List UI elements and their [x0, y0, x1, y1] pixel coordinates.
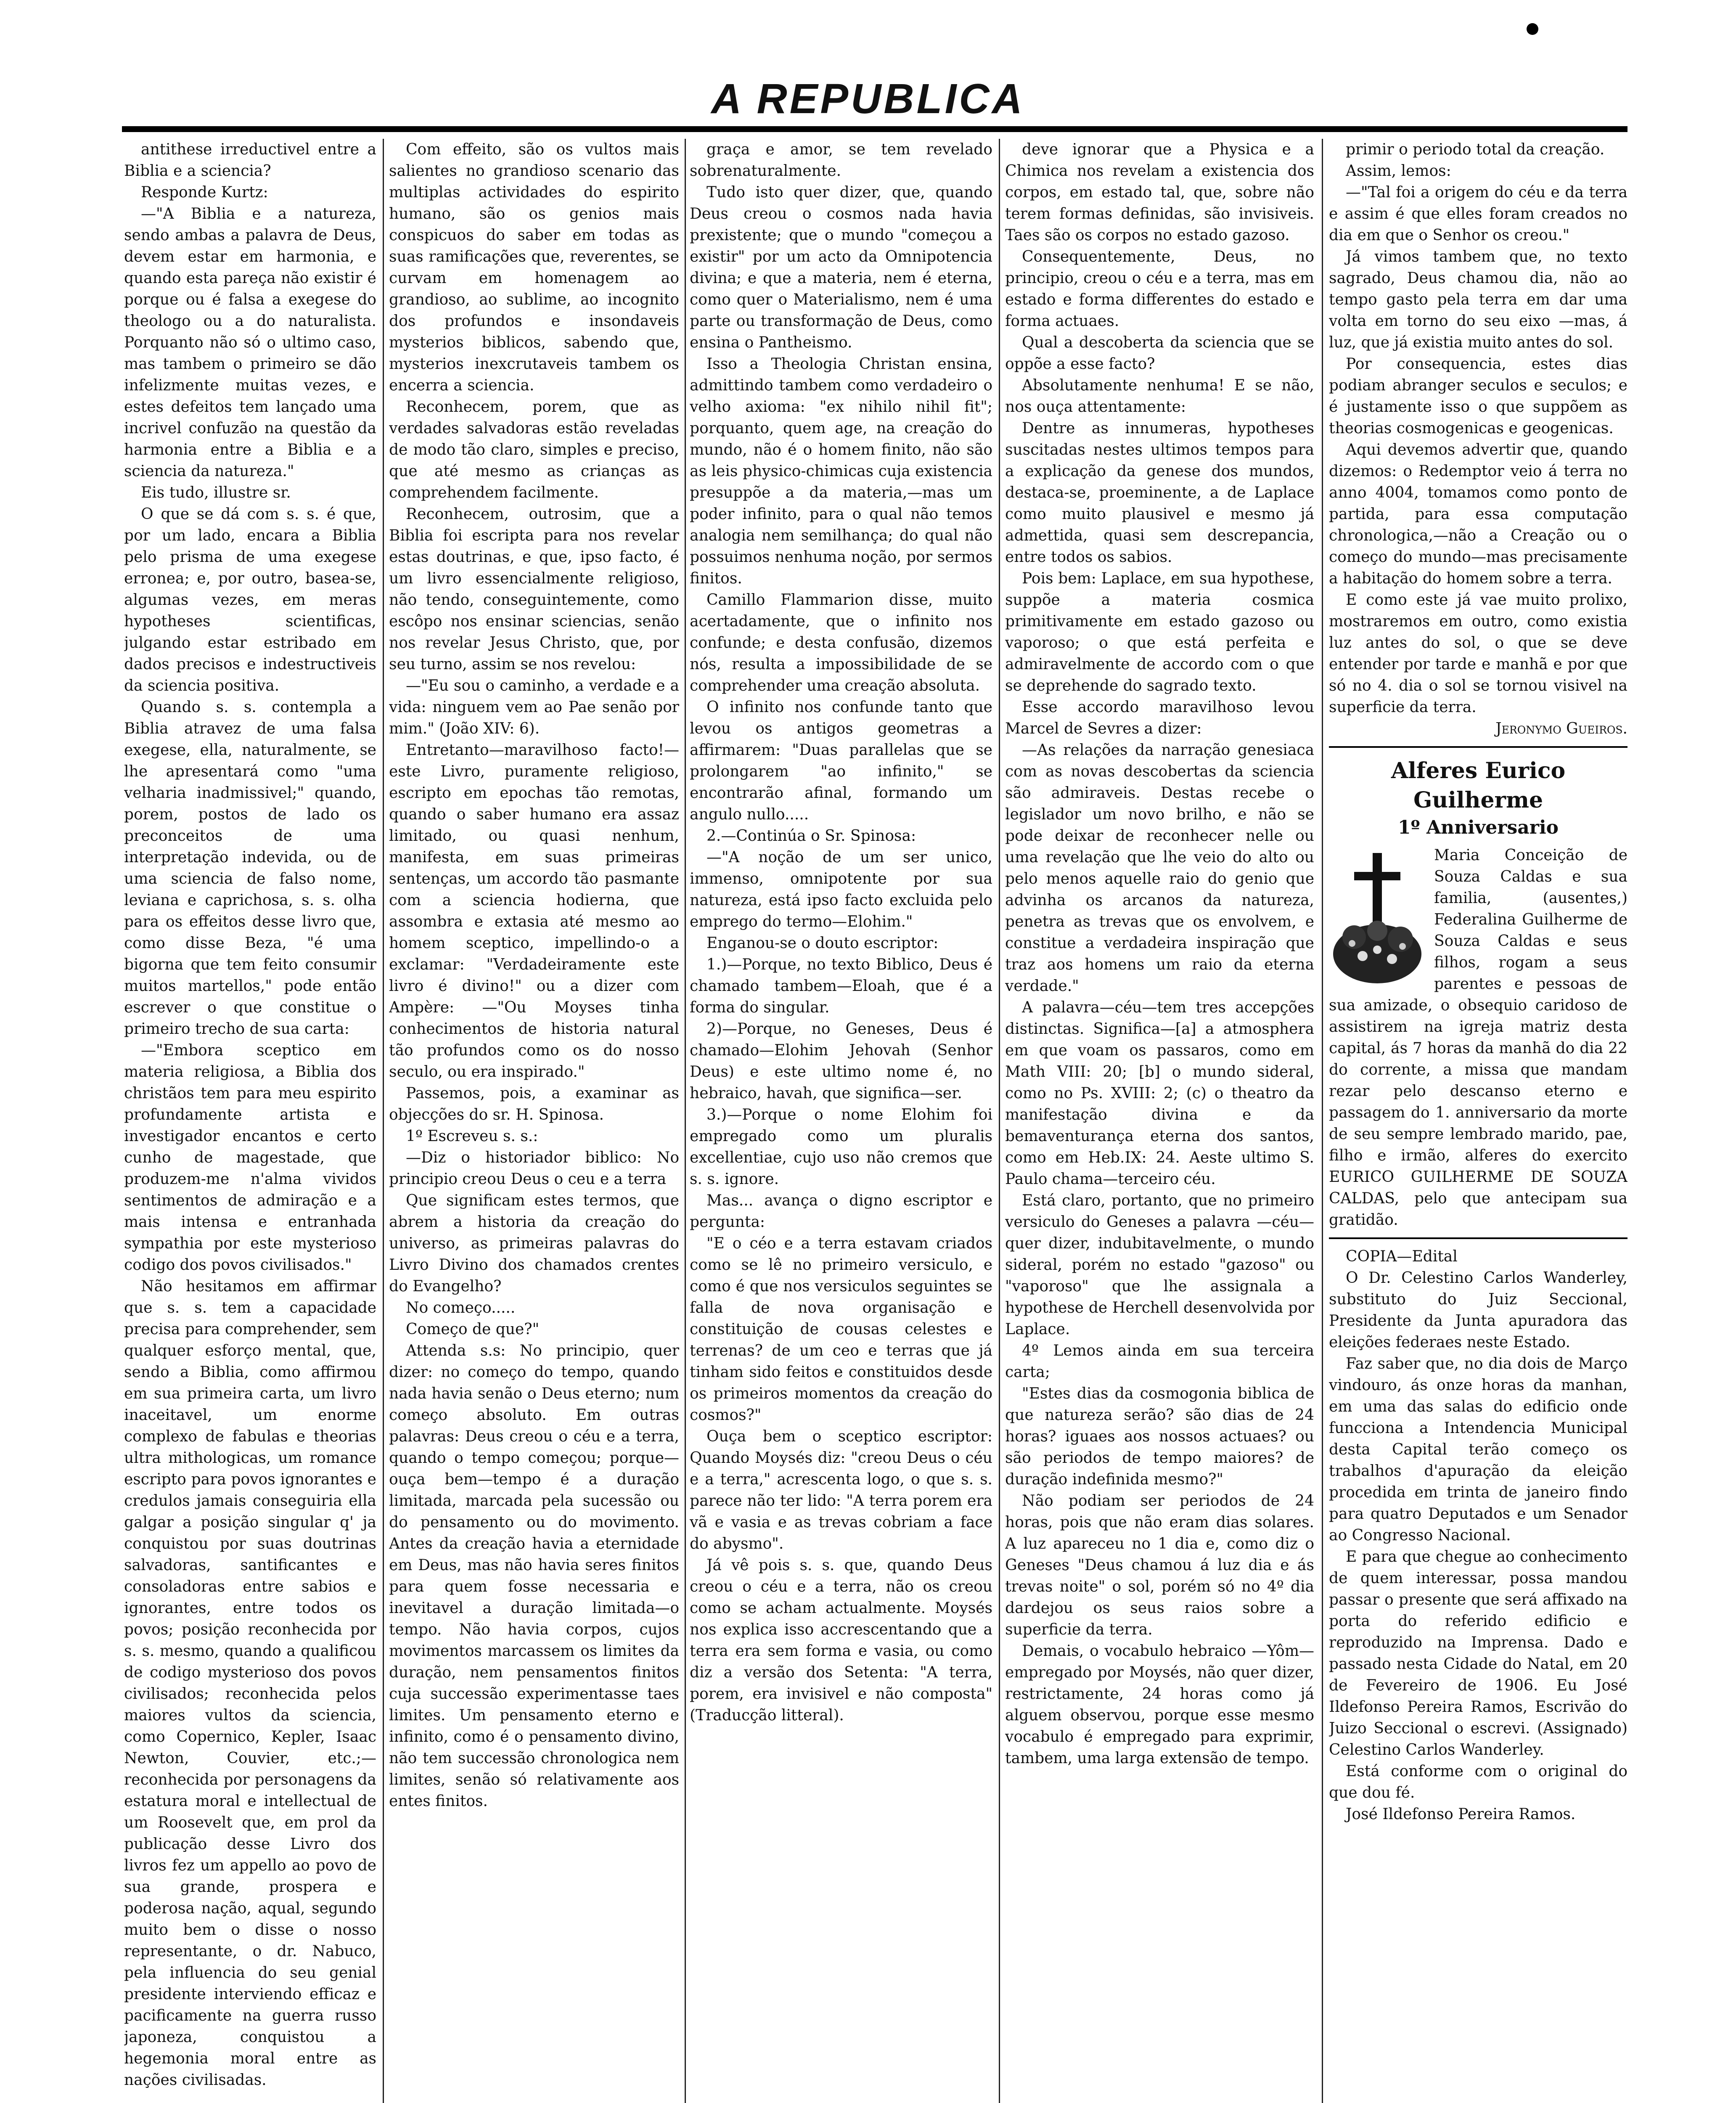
article-paragraph: Enganou-se o douto escriptor:: [707, 935, 939, 952]
article-paragraph: Não podiam ser periodos de 24 horas, pois que não eram dias solares. A luz apareceu no 1 dia e, como diz o Geneses "Deus chamou á luz dia e ás trevas noite" o sol, porém só no 4º dia dardejou os seus raios sobre a superficie da terra.: [1005, 1492, 1314, 1638]
article-paragraph: Assim, lemos:: [1346, 162, 1451, 180]
column-divider: [1322, 139, 1323, 2103]
article-paragraph: 4º Lemos ainda em sua terceira carta;: [1005, 1342, 1314, 1381]
notice-subtitle: 1º Anniversario: [1397, 817, 1559, 838]
notice-body: Maria Conceição de Souza Caldas e sua familia, (ausentes,) Federalina Guilherme de Souza Caldas e seus filhos, rogam a seus parentes e pessoas de sua amizade, o obsequio caridoso de assistirem na igreja matriz desta capital, ás 7 horas da manhã do dia 22 do corrente, a missa que mandam rezar pelo descanso eterno e passagem do 1. anniversario da morte de seu sempre lembrado marido, pae, filho e irmão, alferes do exercito EURICO GUILHERME DE SOUZA CALDAS, pelo que antecipam sua gratidão.: [1329, 847, 1628, 1229]
corner-dot: [1527, 23, 1538, 35]
article-paragraph: Attenda s.s: No principio, quer dizer: no começo do tempo, quando nada havia senão o Deus eterno; num começo absoluto. Em outras palavras: Deus creou o céu e a terra, quando o tempo começou; porque—ouça bem—tempo é a duração limitada, marcada pela sucessão ou do pensamento ou do movimento. Antes da creação havia a eternidade em Deus, mas não havia seres finitos para quem fosse necessaria e inevitavel a duração limitada—o tempo. Não havia corpos, cujos movimentos marcassem os limites da duração, nem pensamentos finitos cuja successão experimentasse taes limites. Um pensamento eterno e infinito, como é o pensamento divino, não tem successão chronologica nem limites, senão só relativamente aos entes finitos.: [389, 1342, 679, 1810]
article-paragraph: —Diz o historiador biblico: No principio creou Deus o ceu e a terra: [389, 1149, 679, 1188]
article-paragraph: 1.)—Porque, no texto Biblico, Deus é chamado tambem—Eloah, que é a forma do singular.: [690, 956, 992, 1016]
edital-paragraph: E para que chegue ao conhecimento de quem interessar, possa mandou passar o presente que será affixado na porta do referido edificio e reproduzido na Imprensa. Dado e passado nesta Cidade do Natal, em 20 de Fevereiro de 1906. Eu José Ildefonso Pereira Ramos, Escrivão do Juizo Seccional o escrevi. (Assignado) Celestino Carlos Wanderley.: [1329, 1548, 1628, 1759]
article-paragraph: Está claro, portanto, que no primeiro versiculo do Geneses a palavra —céu—quer dizer, indubitavelmente, o mundo sideral, porém no estado "gazoso" ou "vaporoso" que lhe assignala a hypothese de Herchell desenvolvida por Laplace.: [1005, 1192, 1314, 1338]
article-paragraph: Responde Kurtz:: [141, 184, 268, 201]
article-paragraph: —"A noção de um ser unico, immenso, omnipotente por sua natureza, está ipso facto excluida pelo emprego do termo—Elohim.": [690, 849, 992, 930]
edital-paragraph: José Ildefonso Pereira Ramos.: [1346, 1806, 1576, 1823]
edital-paragraph: O Dr. Celestino Carlos Wanderley, substituto do Juiz Seccional, Presidente da Junta apuradora das eleições federaes neste Estado.: [1329, 1269, 1628, 1351]
article-paragraph: —"Embora sceptico em materia religiosa, a Biblia dos christãos tem para meu espirito profundamente artista e investigador encantos e certo cunho de magestade, que produzem-me n'alma vividos sentimentos de admiração e a mais intensa e entranhada sympathia por este mysterioso codigo dos povos civilisados.": [124, 1042, 376, 1274]
article-paragraph: Passemos, pois, a examinar as objecções do sr. H. Spinosa.: [389, 1085, 679, 1123]
article-paragraph: —As relações da narração genesiaca com as novas descobertas da sciencia são admiraveis. Destas recebe o legislador um novo brilho, e não se pode deixar de reconhecer nelle ou uma revelação que lhe veio do alto ou pelo menos aquelle raio do genio que advinha os arcanos da natureza, penetra as trevas que os envolvem, e constitue a verdadeira inspiração que traz aos homens um raio da eterna verdade.": [1005, 742, 1314, 995]
article-paragraph: Isso a Theologia Christan ensina, admittindo tambem como verdadeiro o velho axioma: "ex nihilo nihil fit"; porquanto, quem age, na creação do mundo, não é o homem finito, não são as leis physico-chimicas cuja existencia presuppõe a da materia,—mas um poder infinito, para o qual não temos analogia nem semilhança; do qual não possuimos nenhuma noção, por sermos finitos.: [690, 355, 992, 587]
article-paragraph: Demais, o vocabulo hebraico —Yôm—empregado por Moysés, não quer dizer, restrictamente, 24 horas como já alguem observou, porque esse mesmo vocabulo é empregado para exprimir, tambem, uma larga extensão de tempo.: [1005, 1642, 1314, 1767]
article-paragraph: Pois bem: Laplace, em sua hypothese, suppõe a materia cosmica primitivamente em estado gazoso ou vaporoso; o que está perfeita e admiravelmente de accordo com o que se deprehende do sagrado texto.: [1005, 570, 1314, 694]
article-paragraph: Reconhecem, outrosim, que a Biblia foi escripta para nos revelar estas doutrinas, e que, ipso facto, é um livro essencialmente religioso, não tendo, conseguintemente, como escôpo nos ensinar sciencias, senão nos revelar Jesus Christo, que, por seu turno, assim se nos revelou:: [389, 506, 679, 673]
article-paragraph: —"A Biblia e a natureza, sendo ambas a palavra de Deus, devem estar em harmonia, e quando esta pareça não existir é porque ou é falsa a exegese do theologo ou a do naturalista. Porquanto não só o ultimo caso, mas tambem o primeiro se dão infelizmente muitas vezes, e estes defeitos tem lançado uma incrivel confuzão na questão da harmonia entre a Biblia e a sciencia da natureza.": [124, 205, 376, 480]
edital-paragraph: Faz saber que, no dia dois de Março vindouro, ás onze horas da manhan, em uma das salas do edificio onde funcciona a Intendencia Municipal desta Capital terão começo os trabalhos d'apuração da eleição procedida em trinta de janeiro findo para quatro Deputados e um Senador ao Congresso Nacional.: [1329, 1355, 1628, 1544]
article-paragraph: O infinito nos confunde tanto que levou os antigos geometras a affirmarem: "Duas parallelas que se prolongarem "ao infinito," se encontrarão afinal, formando um angulo nullo.....: [690, 699, 992, 823]
article-paragraph: —"Eu sou o caminho, a verdade e a vida: ninguem vem ao Pae senão por mim." (João XIV: 6).: [389, 677, 679, 737]
article-paragraph: Ouça bem o sceptico escriptor: Quando Moysés diz: "creou Deus o céu e a terra," acrescenta logo, o que s. s. parece não ter lido: "A terra porem era vã e vasia e as trevas cobriam a face do abysmo".: [690, 1428, 992, 1552]
article-column-5: [1329, 139, 1628, 2103]
article-paragraph: "Estes dias da cosmogonia biblica de que natureza serão? são dias de 24 horas? iguaes aos nossos actuaes? ou são periodos de tempo maiores? de duração indefinida mesmo?": [1005, 1385, 1314, 1488]
article-paragraph: Qual a descoberta da sciencia que se oppõe a esse facto?: [1005, 334, 1314, 373]
article-paragraph: O que se dá com s. s. é que, por um lado, encara a Biblia pelo prisma de uma exegese erronea; e, por outro, basea-se, algumas vezes, em meras hypotheses scientificas, julgando estar estribado em dados precisos e indestructiveis da sciencia positiva.: [124, 506, 376, 694]
column-divider: [383, 139, 384, 2103]
article-paragraph: Consequentemente, Deus, no principio, creou o céu e a terra, mas em estado e forma differentes do estado e forma actuaes.: [1005, 248, 1314, 330]
edital-heading: COPIA—Edital: [1346, 1248, 1458, 1265]
article-column-1: [124, 139, 376, 2103]
article-paragraph: No começo.....: [406, 1299, 516, 1316]
column-divider: [685, 139, 686, 2103]
article-paragraph: 3.)—Porque o nome Elohim foi empregado como um pluralis excellentiae, cujo uso não cremos que s. s. ignore.: [690, 1106, 992, 1188]
article-paragraph: Começo de que?": [406, 1321, 540, 1338]
article-paragraph: Que significam estes termos, que abrem a historia da creação do universo, as primeiras palavras do Livro Divino dos chamados crentes do Evangelho?: [389, 1192, 679, 1295]
article-paragraph: 2.—Continúa o Sr. Spinosa:: [707, 827, 916, 845]
article-paragraph: antithese irreductivel entre a Biblia e a sciencia?: [124, 141, 376, 180]
article-paragraph: "E o céo e a terra estavam criados como se lê no primeiro versiculo, e como é que nos versiculos seguintes se falla de nova organisação e constituição de cousas celestes e terrenas? de um ceo e terras que já tinham sido feitos e constituidos desde os primeiros momentos da creação do cosmos?": [690, 1235, 992, 1424]
article-paragraph: Aqui devemos advertir que, quando dizemos: o Redemptor veio á terra no anno 4004, tomamos como ponto de partida, para essa computação chronologica,—não a Creação ou o começo do mundo—mas precisamente a habitação do homem sobre a terra.: [1329, 441, 1628, 587]
article-paragraph: Camillo Flammarion disse, muito acertadamente, que o infinito nos confunde; e desta confusão, dizemos nós, resulta a impossibilidade de se comprehender uma creação absoluta.: [690, 591, 992, 694]
article-column-4: [1005, 139, 1314, 2103]
article-paragraph: Reconhecem, porem, que as verdades salvadoras estão reveladas de modo tão claro, simples e preciso, que até mesmo as crianças as comprehendem facilmente.: [389, 398, 679, 501]
article-paragraph: Absolutamente nenhuma! E se não, nos ouça attentamente:: [1005, 377, 1314, 416]
article-paragraph: E como este já vae muito prolixo, mostraremos em outro, como existia luz antes do sol, o que se deve entender por tarde e manhã e por que só no 4. dia o sol se tornou visivel na superficie da terra.: [1329, 591, 1628, 716]
article-paragraph: A palavra—céu—tem tres accepções distinctas. Significa—[a] a atmosphera em que voam os passaros, como em Math VIII: 20; [b] o mundo sideral, como no Ps. XVIII: 2; (c) o theatro da manifestação divina e da bemaventurança eterna dos santos, como em Heb.IX: 24. Aeste ultimo S. Paulo chama—terceiro céu.: [1005, 999, 1314, 1188]
article-paragraph: Dentre as innumeras, hypotheses suscitadas nestes ultimos tempos para a explicação da genese dos mundos, destaca-se, proeminente, a de Laplace como muito plausivel e mesmo já admettida, quasi sem descrepancia, entre todos os sabios.: [1005, 420, 1314, 566]
article-paragraph: Já vê pois s. s. que, quando Deus creou o céu e a terra, não os creou como se acham actualmente. Moysés nos explica isso accrescentando que a terra era sem forma e vasia, ou como diz a versão dos Setenta: "A terra, porem, era invisivel e não composta" (Traducção litteral).: [690, 1557, 992, 1724]
cross-with-flowers-icon: [1329, 849, 1426, 988]
section-rule: [1329, 746, 1628, 748]
edital-paragraph: Está conforme com o original do que dou fé.: [1329, 1763, 1628, 1801]
newspaper-masthead: A REPUBLICA: [711, 75, 1025, 122]
author-signature: Jeronymo Gueiros.: [1495, 720, 1628, 737]
column-5-article: [1329, 139, 1628, 718]
article-paragraph: Entretanto—maravilhoso facto!—este Livro, puramente religioso, escripto em epochas tão remotas, quando o saber humano era assaz limitado, ou quasi nenhum, manifesta, em suas primeiras sentenças, um accordo tão pasmante com a sciencia hodierna, que assombra e extasia até mesmo ao homem sceptico, impellindo-o a exclamar: "Verdadeiramente este livro é divino!" ou a dizer com Ampère: —"Ou Moyses tinha conhecimentos de historia natural tão profundos como os do nosso seculo, ou era inspirado.": [389, 742, 679, 1081]
article-paragraph: Já vimos tambem que, no texto sagrado, Deus chamou dia, não ao tempo gasto pela terra em dar uma volta em torno do seu eixo —mas, á luz, que já existia muito antes do sol.: [1329, 248, 1628, 351]
notice-title: Alferes Eurico Guilherme: [1391, 758, 1566, 813]
article-paragraph: Eis tudo, illustre sr.: [141, 484, 291, 501]
article-paragraph: primir o periodo total da creação.: [1346, 141, 1605, 158]
article-paragraph: Tudo isto quer dizer, que, quando Deus creou o cosmos nada havia prexistente; que o mundo "começou a existir" por um acto da Omnipotencia divina; e que a materia, nem é eterna, como quer o Materialismo, nem é uma parte ou transformação de Deus, como ensina o Pantheismo.: [690, 184, 992, 351]
article-column-2: [389, 139, 679, 2103]
article-paragraph: Mas... avança o digno escriptor e pergunta:: [690, 1192, 992, 1231]
article-paragraph: 2)—Porque, no Geneses, Deus é chamado—Elohim Jehovah (Senhor Deus) e este ultimo nome é, no hebraico, havah, que significa—ser.: [690, 1020, 992, 1102]
article-paragraph: —"Tal foi a origem do céu e da terra e assim é que elles foram creados no dia em que o Senhor os creou.": [1329, 184, 1628, 244]
memorial-notice: [1329, 756, 1628, 1231]
article-column-3: [690, 139, 992, 2103]
section-rule: [1329, 1237, 1628, 1239]
article-paragraph: Não hesitamos em affirmar que s. s. tem a capacidade precisa para comprehender, sem qualquer esforço mental, que, sendo a Biblia, como affirmou em sua primeira carta, um livro inaceitavel, um enorme complexo de fabulas e theorias ultra mithologicas, um romance escripto para povos ignorantes e credulos jamais conseguiria ella galgar a posição singular q' ja conquistou por suas doutrinas salvadoras, santificantes e consoladoras entre sabios e ignorantes, entre todos os povos; posição reconhecida por s. s. mesmo, quando a qualificou de codigo mysterioso dos povos civilisados; reconhecida pelos maiores vultos da sciencia, como Copernico, Kepler, Isaac Newton, Couvier, etc.;—reconhecida por personagens da estatura moral e intellectual de um Roosevelt que, em prol da publicação desse Livro dos livros fez um appello ao povo de sua grande, prospera e poderosa nação, aqual, segundo muito bem o disse o nosso representante, o dr. Nabuco, pela influencia do seu genial presidente interviendo efficaz e pacificamente na guerra russo japoneza, conquistou a hegemonia moral entre as nações civilisadas.: [124, 1278, 376, 2089]
article-paragraph: deve ignorar que a Physica e a Chimica nos revelam a existencia dos corpos, em estado tal, que, sobre não terem formas definidas, são invisiveis. Taes são os corpos no estado gazoso.: [1005, 141, 1314, 244]
article-paragraph: Com effeito, são os vultos mais salientes no grandioso scenario das multiplas actividades do espirito humano, são os genios mais conspicuos do saber em todas as suas ramificações que, reverentes, se curvam em homenagem ao grandioso, ao sublime, ao incognito dos profundos e insondaveis mysterios biblicos, sabendo que, mysterios inexcrutaveis tambem os encerra a sciencia.: [389, 141, 679, 394]
article-paragraph: Esse accordo maravilhoso levou Marcel de Sevres a dizer:: [1005, 699, 1314, 737]
article-paragraph: Quando s. s. contempla a Biblia atravez de uma falsa exegese, ella, naturalmente, se lhe apresentará como "uma velharia inadmissivel;" quando, porem, postos de lado os preconceitos de uma interpretação indevida, ou de uma sciencia de falso nome, leviana e caprichosa, s. s. olha para os effeitos desse livro que, como disse Beza, "é uma bigorna que tem feito consumir muitos martellos," pode então escrever o que constitue o primeiro trecho de sua carta:: [124, 699, 376, 1038]
masthead-rule: [122, 126, 1628, 132]
edital-notice: [1329, 1246, 1628, 1825]
article-paragraph: 1º Escreveu s. s.:: [406, 1128, 538, 1145]
article-paragraph: graça e amor, se tem revelado sobrenaturalmente.: [690, 141, 992, 180]
article-paragraph: Por consequencia, estes dias podiam abranger seculos e seculos; e é justamente isso o que suppõem as theorias cosmogenicas e geogenicas.: [1329, 355, 1628, 437]
column-divider: [999, 139, 1000, 2103]
